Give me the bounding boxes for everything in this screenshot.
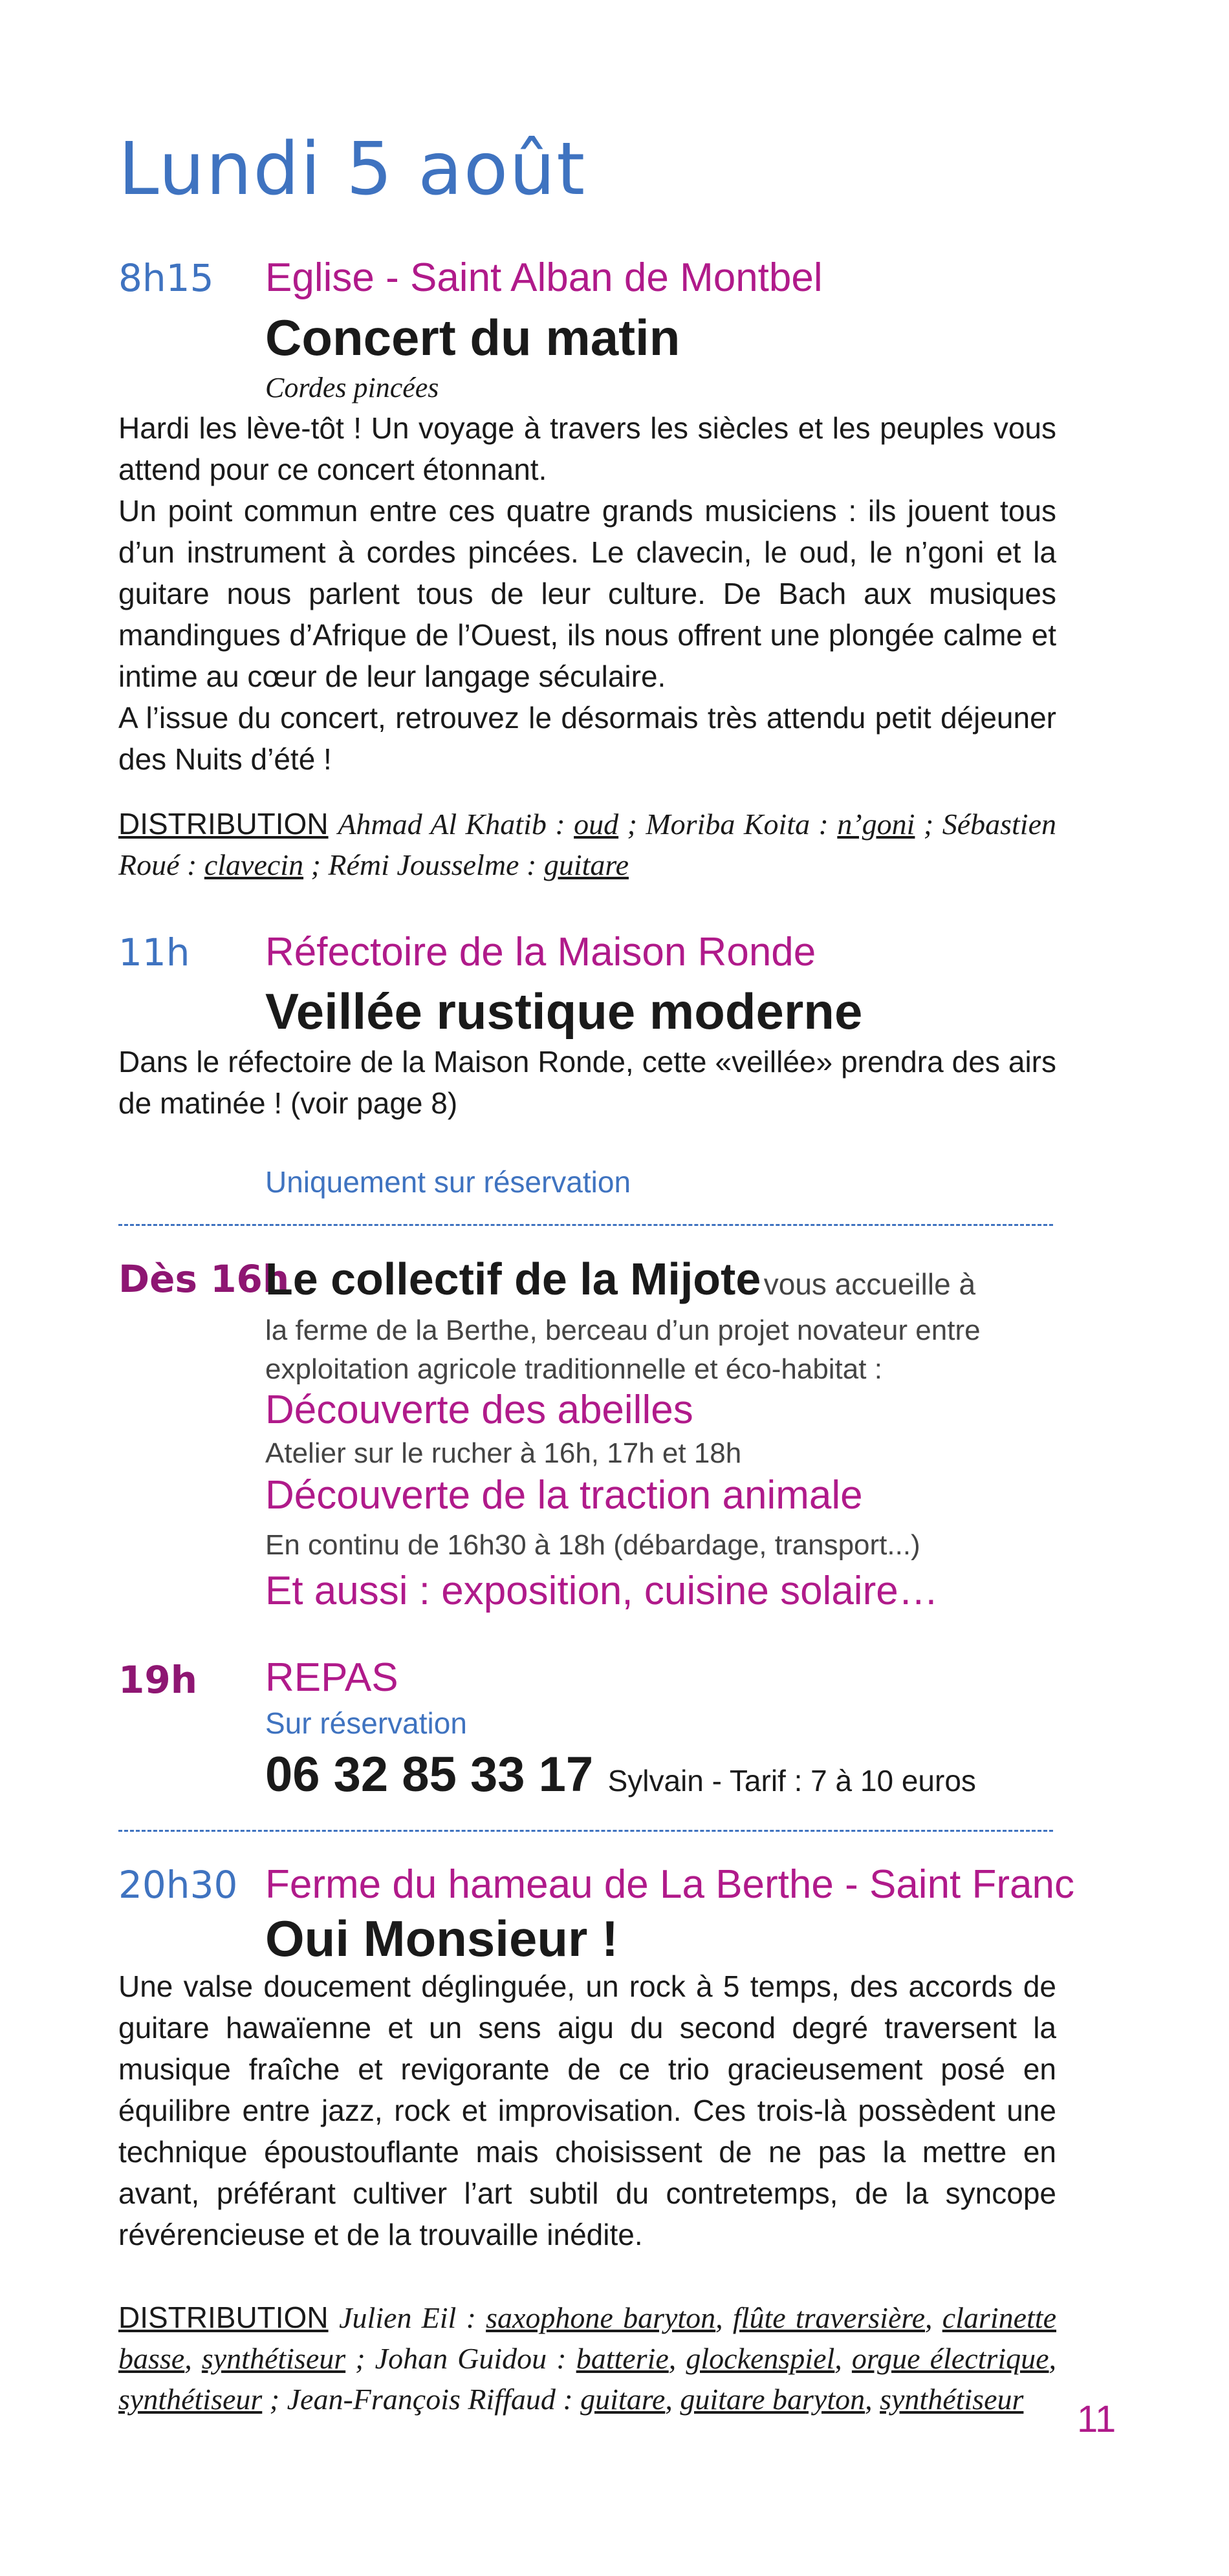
page-number: 11 [1077, 2398, 1116, 2440]
performer-role: guitare baryton [680, 2383, 865, 2416]
event4-title: REPAS [265, 1655, 398, 1700]
event2-time: 11h [118, 930, 190, 974]
event3-time: Dès 16h [118, 1257, 290, 1301]
divider [118, 1830, 1053, 1832]
event1-paragraph: Un point commun entre ces quatre grands musiciens : ils jouent tous d’un instrument à cordes pincées. Le clavecin, le oud, le n’goni et la guitare nous parlent tous de leur culture. De Bach aux musiques mandingues d’Afrique de l’Ouest, ils nous offrent une plongée calme et intime au cœur de leur langage séculaire. [118, 494, 1056, 693]
reservation-note: Uniquement sur réservation [265, 1165, 631, 1199]
performer-role: saxophone baryton [486, 2301, 716, 2334]
distribution-label: DISTRIBUTION [118, 807, 329, 841]
phone-number: 06 32 85 33 17 [265, 1747, 594, 1802]
event1-subtitle: Cordes pincées [265, 372, 439, 403]
event2-title: Veillée rustique moderne [265, 983, 863, 1040]
performer-name: Julien Eil [339, 2301, 457, 2334]
event1-title: Concert du matin [265, 309, 680, 366]
event3-title: Le collectif de la Mijote [265, 1254, 761, 1304]
event1-time: 8h15 [118, 256, 214, 300]
performer-role: oud [574, 808, 619, 841]
performer-role: guitare [580, 2383, 666, 2416]
event1-distribution: DISTRIBUTION Ahmad Al Khatib : oud ; Moriba Koita : n’goni ; Sébastien Roué : clavecin ; Rémi Jousselme : guitare [118, 807, 1056, 881]
event3-intro: la ferme de la Berthe, berceau d’un projet novateur entre exploitation agricole traditionnelle et éco-habitat : [265, 1315, 981, 1385]
performer-role: batterie [576, 2342, 669, 2375]
event3-intro-start: vous accueille à [763, 1267, 976, 1301]
reservation-note: Sur réservation [265, 1706, 467, 1740]
performer-name: Moriba Koita [646, 808, 810, 841]
activity-detail: En continu de 16h30 à 18h (débardage, transport...) [265, 1529, 920, 1561]
event1-paragraph: Hardi les lève-tôt ! Un voyage à travers les siècles et les peuples vous attend pour ce concert étonnant. [118, 411, 1056, 486]
event4-contact-line [265, 1746, 976, 1804]
performer-name: Johan Guidou [375, 2342, 547, 2375]
event3-header [265, 1252, 1054, 1306]
event2-description: Dans le réfectoire de la Maison Ronde, cette «veillée» prendra des airs de matinée ! (voir page 8) [118, 1045, 1056, 1120]
event1-description [118, 407, 1056, 780]
divider [118, 1224, 1053, 1226]
event1-venue: Eglise - Saint Alban de Montbel [265, 255, 823, 300]
performer-role: flûte traversière [732, 2301, 925, 2334]
event5-venue: Ferme du hameau de La Berthe - Saint Franc [265, 1862, 1074, 1907]
event4-time: 19h [118, 1658, 198, 1702]
activity-extra: Et aussi : exposition, cuisine solaire… [265, 1569, 939, 1613]
event5-title: Oui Monsieur ! [265, 1910, 618, 1967]
event1-paragraph: A l’issue du concert, retrouvez le désormais très attendu petit déjeuner des Nuits d’été ! [118, 701, 1056, 776]
distribution-label: DISTRIBUTION [118, 2301, 329, 2334]
activity-heading: Découverte des abeilles [265, 1388, 693, 1432]
event5-description: Une valse doucement déglinguée, un rock à 5 temps, des accords de guitare hawaïenne et un sens aigu du second degré traversent la musique fraîche et revigorante de ce trio gracieusement posé en équilibre entre jazz, rock et improvisation. Ces trois-là possèdent une technique époustouflante mais choisissent de ne pas la mettre en avant, préférant cultiver l’art subtil du contretemps, de la syncope révérencieuse et de la trouvaille inédite. [118, 1970, 1056, 2251]
performer-role: clarinette basse [118, 2301, 1056, 2375]
performer-name: Sébastien Roué [118, 808, 1056, 881]
performer-role: synthétiseur [201, 2342, 346, 2375]
performer-name: Rémi Jousselme [328, 848, 519, 881]
event5-time: 20h30 [118, 1863, 238, 1907]
performer-name: Jean-François Riffaud [287, 2383, 556, 2416]
event2-venue: Réfectoire de la Maison Ronde [265, 930, 816, 974]
performer-role: orgue électrique [851, 2342, 1049, 2375]
contact-info: Sylvain - Tarif : 7 à 10 euros [607, 1764, 976, 1798]
performer-role: clavecin [204, 848, 304, 881]
event5-distribution: DISTRIBUTION Julien Eil : saxophone baryton, flûte traversière, clarinette basse, synthétiseur ; Johan Guidou : batterie, glockenspiel, orgue électrique, synthétiseur ; Jean-François Riffaud : guitare, guitare baryton, synthétiseur [118, 2301, 1057, 2416]
performer-role: glockenspiel [686, 2342, 835, 2375]
performer-role: synthétiseur [118, 2383, 263, 2416]
activity-heading: Découverte de la traction animale [265, 1473, 863, 1518]
page-title: Lundi 5 août [118, 127, 587, 211]
performer-name: Ahmad Al Khatib [338, 808, 547, 841]
performer-role: synthétiseur [880, 2383, 1024, 2416]
performer-role: guitare [543, 848, 629, 881]
performer-role: n’goni [837, 808, 915, 841]
activity-detail: Atelier sur le rucher à 16h, 17h et 18h [265, 1437, 742, 1469]
